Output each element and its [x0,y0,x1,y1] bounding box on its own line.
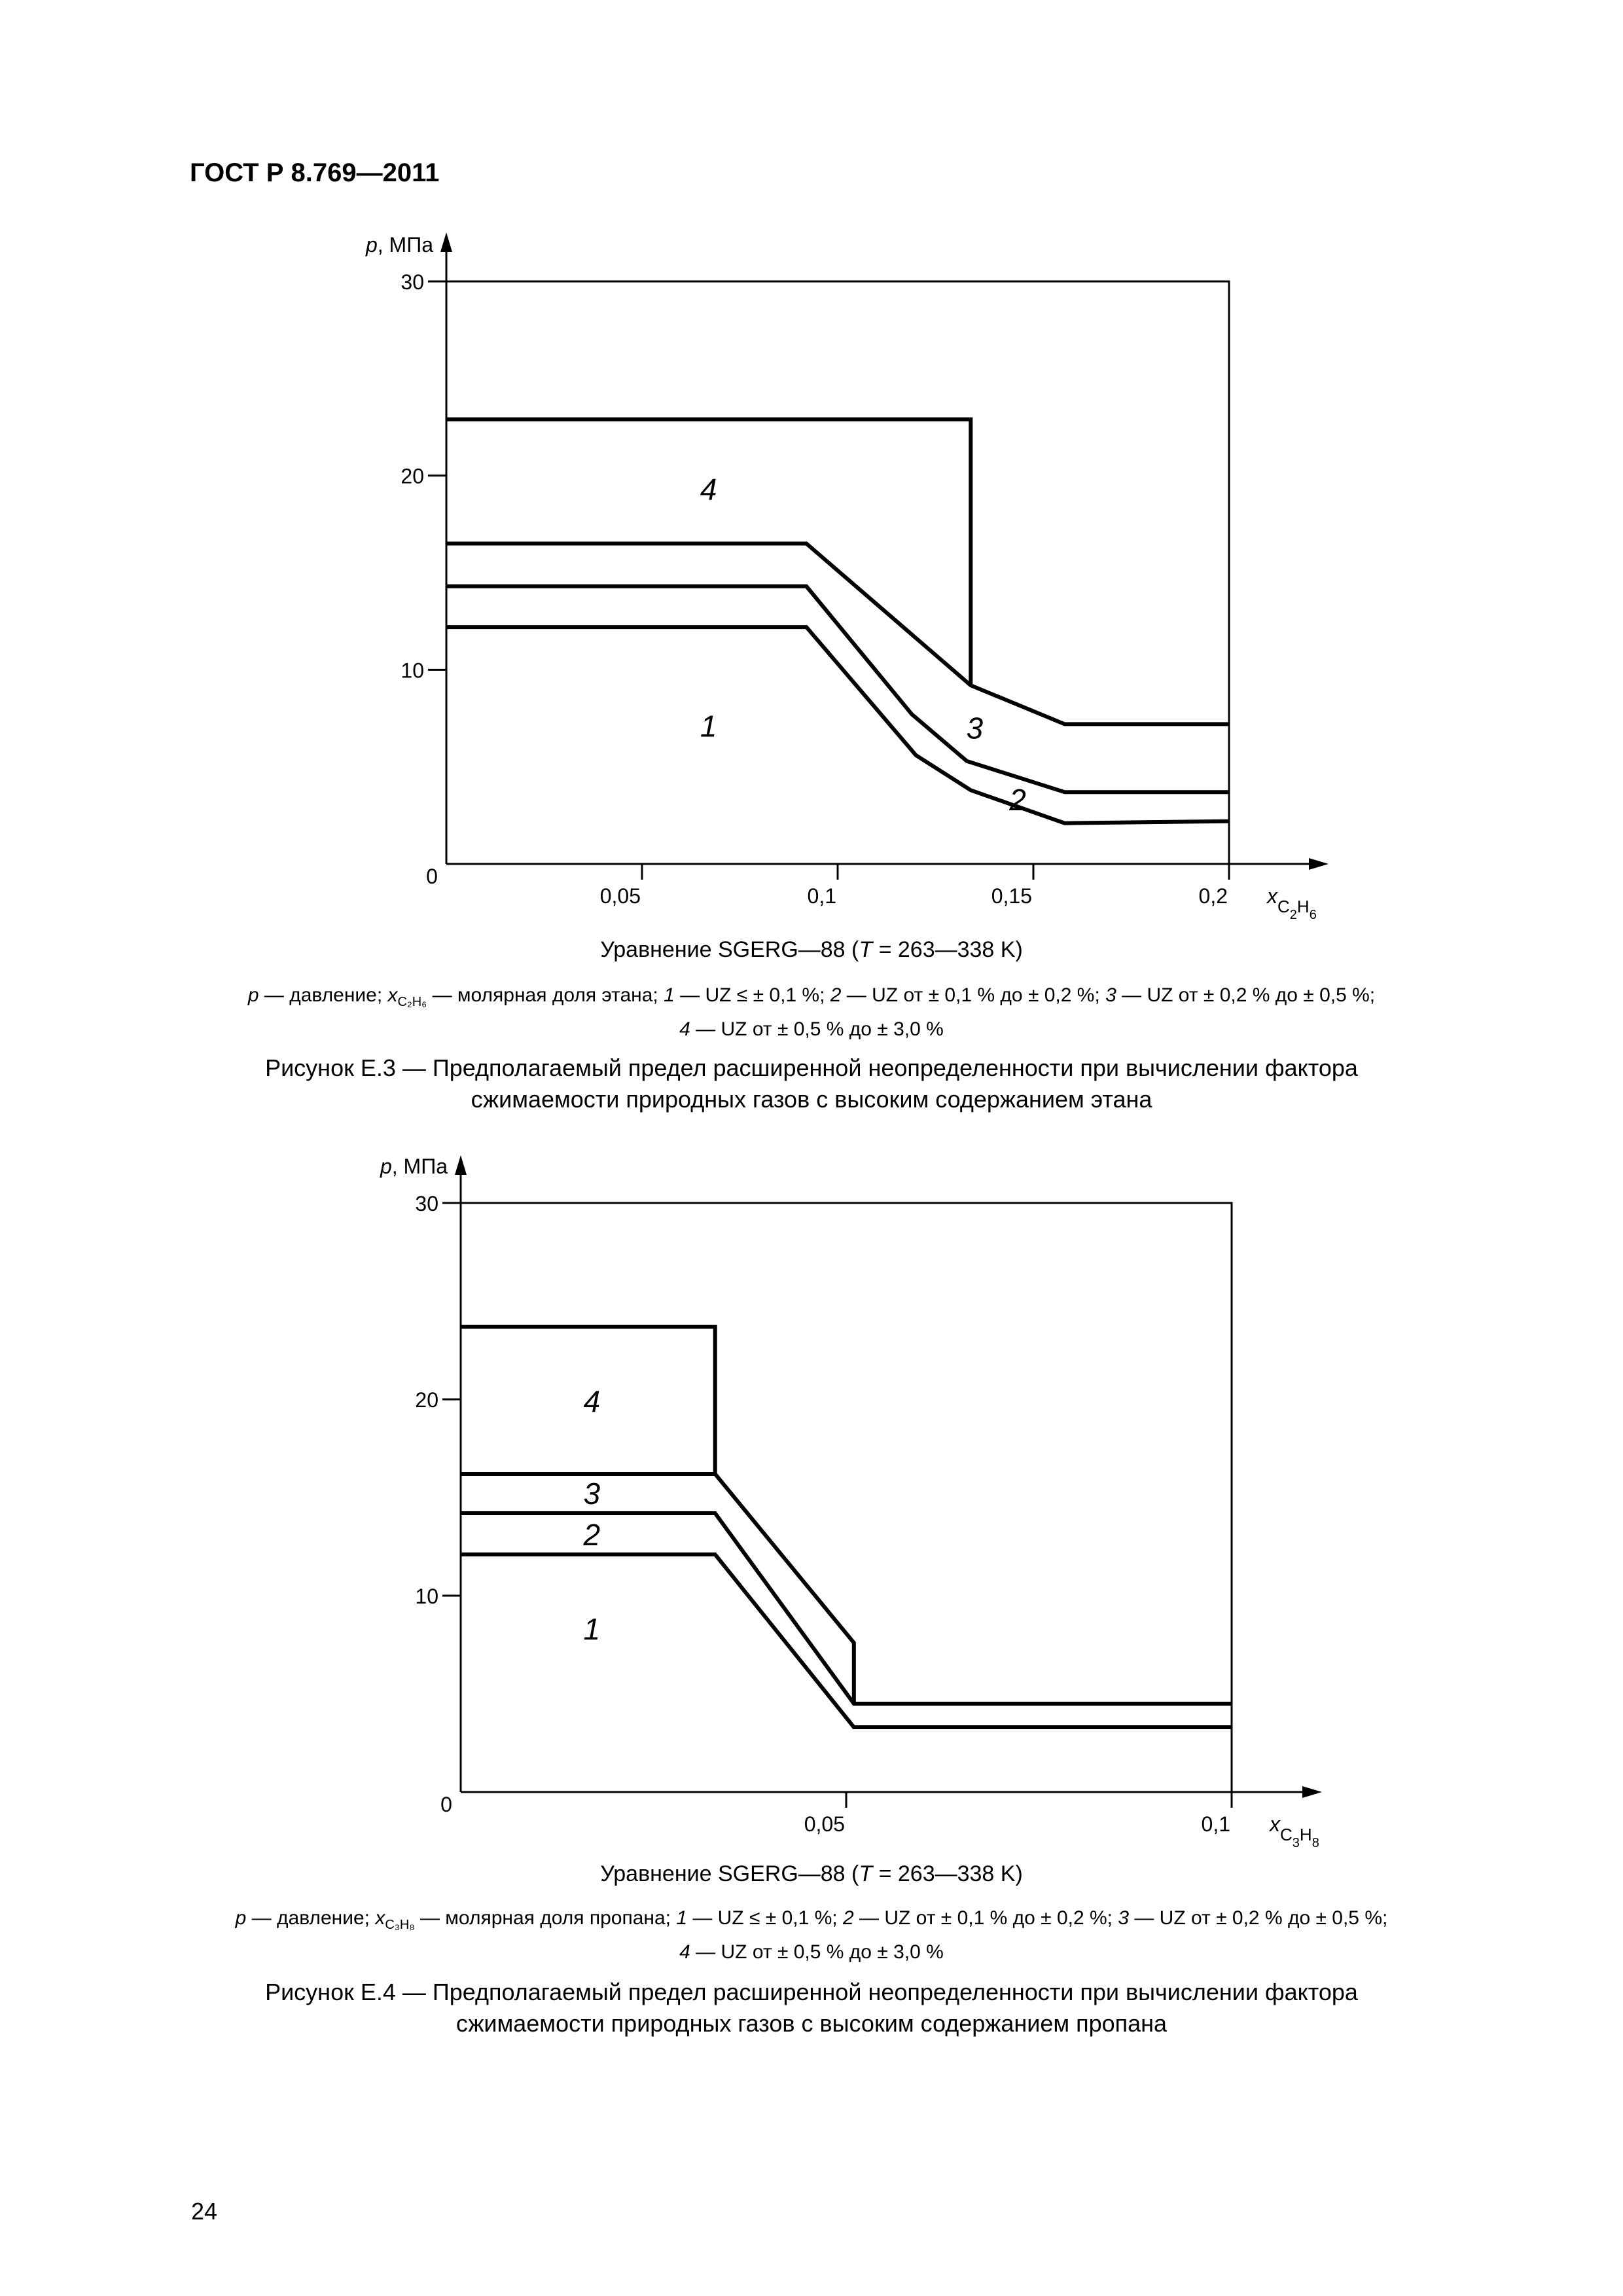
x-tick-label: 0,15 [991,884,1032,908]
region-label-1: 1 [583,1612,601,1646]
origin-label: 0 [426,865,438,888]
region-label-3: 3 [583,1477,601,1511]
y-axis-label: p, МПа [365,233,433,257]
figure-e4-legend [131,1905,1492,1966]
figure-e4-caption-line-2: сжимаемости природных газов с высоким содержанием пропана [455,2010,1168,2037]
boundary-line-2 [446,586,1229,792]
x-axis-arrow-icon [1309,858,1329,870]
figure-e4-legend-line-2: 4 — UZ от ± 0,5 % до ± 3,0 % [679,1941,944,1963]
figure-e4-caption [196,1977,1427,2039]
region-label-2: 2 [583,1518,601,1552]
y-axis-label: p, МПа [380,1155,448,1178]
document-header: ГОСТ Р 8.769—2011 [190,158,440,187]
figure-e3-legend [131,982,1492,1043]
x-axis-arrow-icon [1302,1786,1322,1798]
boundary-line-1 [461,1554,1232,1727]
x-axis-label: $x_{C2}^H_6$ [1267,884,1317,922]
y-tick-label: 30 [415,1192,438,1215]
x-tick-label: 0,1 [1201,1812,1230,1836]
figure-e3-caption-line-2: сжимаемости природных газов с высоким содержанием этана [471,1086,1152,1113]
boundary-line-3 [446,544,1229,725]
x-tick-label: 0,05 [599,884,641,908]
y-tick-label: 10 [415,1585,438,1608]
figure-e4-legend-line-1: p — давление; $x_{C_3H_8}$ — молярная доля пропана; 1 — UZ ≤ ± 0,1 %; 2 — UZ от ± 0,1 % до ± 0,2 %; 3 — UZ от ± 0,2 % до ± 0,5 %; [235,1907,1388,1932]
boundary-line-2 [461,1513,1232,1704]
boundary-line-3 [461,1474,854,1704]
y-tick-label: 30 [401,270,424,294]
y-tick-label: 10 [401,658,424,683]
figure-e3-caption [196,1052,1427,1115]
region-label-1: 1 [700,709,717,744]
page-number: 24 [191,2198,218,2225]
x-tick-label: 0,1 [807,884,836,908]
region-label-4: 4 [700,472,717,507]
figure-e3-legend-line-1: p — давление; $x_{C_2H_6}$ — молярная доля этана; 1 — UZ ≤ ± 0,1 %; 2 — UZ от ± 0,1 % до ± 0,2 %; 3 — UZ от ± 0,2 % до ± 0,5 %; [247,984,1376,1009]
x-tick-label: 0,05 [804,1812,845,1836]
x-tick-label: 0,2 [1198,884,1228,908]
x-axis-label: $x_{C3}^H_8$ [1270,1812,1319,1850]
figure-e4-chart [0,1145,1623,1872]
region-label-2: 2 [1009,783,1026,817]
y-axis-arrow-icon [455,1155,467,1175]
origin-label: 0 [440,1793,452,1816]
figure-e3-caption-line-1: Рисунок Е.3 — Предполагаемый предел расширенной неопределенности при вычислении фактора [265,1054,1358,1081]
figure-e3-equation: Уравнение SGERG—88 (T = 263—338 K) [600,937,1023,962]
boundary-line-4 [446,420,971,686]
y-tick-label: 20 [415,1388,438,1412]
region-label-3: 3 [966,711,984,745]
figure-e4-caption-line-1: Рисунок Е.4 — Предполагаемый предел расширенной неопределенности при вычислении фактора [265,1979,1358,2005]
y-tick-label: 20 [401,464,424,488]
figure-e3-legend-line-2: 4 — UZ от ± 0,5 % до ± 3,0 % [679,1018,944,1040]
y-axis-arrow-icon [440,232,452,252]
figure-e4-equation: Уравнение SGERG—88 (T = 263—338 K) [600,1861,1023,1886]
figure-e3-chart [0,223,1623,936]
region-label-4: 4 [583,1384,601,1418]
